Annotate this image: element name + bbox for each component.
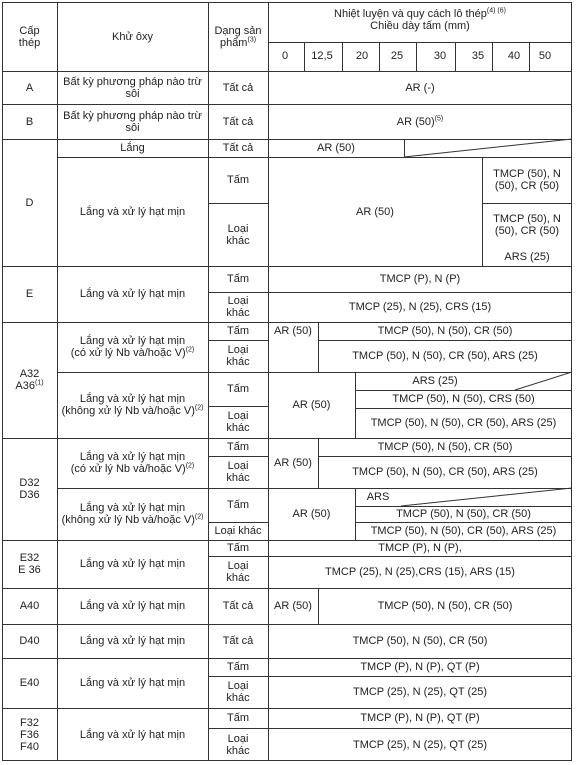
deox-B: Bất kỳ phương pháp nào trừ sôi (63, 109, 202, 134)
value-A: AR (-) (405, 81, 435, 94)
row-divider (2, 438, 572, 439)
row-divider (2, 104, 572, 105)
header-product-form: Dạng sản phẩm$^{(3)}$ (214, 24, 262, 49)
value-D32b-ar: AR (50) (292, 508, 331, 520)
subrow-divider (482, 203, 572, 204)
subrow-divider (355, 408, 572, 409)
header-divider (268, 42, 572, 43)
grade-E32-E36: E32 E 36 (18, 552, 41, 576)
table-border (2, 760, 572, 761)
column-divider (57, 2, 58, 761)
tick-divider (416, 42, 417, 71)
cell-divider (355, 372, 356, 438)
deox-E40: Lắng và xử lý hạt mịn (79, 677, 186, 689)
tick-divider (379, 42, 380, 71)
value-A32a-other: TMCP (50), N (50), CR (50), ARS (25) (352, 350, 538, 362)
tick-divider (304, 42, 305, 71)
deox-F: Lắng và xử lý hạt mịn (79, 728, 186, 741)
grade-A40: A40 (19, 600, 40, 612)
value-A32a-plate: TMCP (50), N (50), CR (50) (377, 325, 513, 337)
row-divider (2, 624, 572, 625)
form-plate: Tấm (227, 441, 249, 453)
deox-A32-nbv: Lắng và xử lý hạt mịn (có xử lý Nb và/hoặc V)$^{(2)}$ (70, 335, 195, 359)
subrow-divider (208, 292, 572, 293)
heat-treatment-table (2, 2, 572, 761)
table-border (2, 2, 3, 761)
thickness-tick: 20 (355, 50, 369, 62)
form-other: Loại khác (226, 295, 250, 319)
header-divider (2, 71, 572, 72)
diagonal-strike (515, 372, 572, 390)
grade-D32-D36: D32 D36 (19, 477, 40, 501)
thickness-tick: 25 (390, 50, 404, 62)
form-plate: Tấm (227, 273, 249, 285)
value-D40: TMCP (50), N (50), CR (50) (352, 635, 488, 647)
subrow-divider (355, 506, 572, 507)
value-A32b-ar: AR (50) (292, 399, 331, 411)
tick-divider (492, 42, 493, 71)
form-all: Tất cả (222, 600, 254, 612)
form-other: Loại khác (226, 680, 250, 704)
value-F-plate: TMCP (P), N (P), QT (P) (360, 712, 480, 724)
form-other: Loại khác (226, 222, 250, 247)
form-all: Tất cả (222, 115, 254, 128)
cell-divider (482, 157, 483, 266)
form-plate: Tấm (227, 383, 249, 395)
subrow-divider (208, 522, 268, 523)
form-other: Loại khác (226, 344, 250, 368)
grade-B: B (25, 115, 34, 128)
header-grade: Cấp thép (18, 24, 41, 49)
value-A40-rest: TMCP (50), N (50), CR (50) (377, 600, 513, 612)
form-other: Loại khác (226, 732, 250, 757)
value-E-plate: TMCP (P), N (P) (379, 273, 461, 285)
value-D32b-other: TMCP (50), N (50), CR (50), ARS (25) (370, 525, 557, 537)
form-plate: Tấm (227, 499, 249, 511)
value-A32b-other: TMCP (50), N (50), CR (50), ARS (25) (370, 417, 557, 429)
tick-divider (529, 42, 530, 71)
subrow-divider (57, 157, 572, 158)
form-plate: Tấm (227, 712, 249, 724)
value-E32-other: TMCP (25), N (25),CRS (15), ARS (15) (325, 566, 515, 578)
subrow-divider (318, 340, 572, 341)
cell-divider (318, 438, 319, 488)
value-A32a-ar: AR (50) (274, 325, 312, 337)
thickness-tick: 35 (471, 50, 485, 62)
deox-D40: Lắng và xử lý hạt mịn (79, 635, 186, 647)
subrow-divider (208, 676, 572, 677)
deox-D32-no-nbv: Lắng và xử lý hạt mịn (không xử lý Nb và/hoặc V)$^{(2)}$ (61, 502, 204, 526)
cell-divider (404, 139, 405, 157)
form-all: Tất cả (222, 142, 254, 154)
row-divider (2, 588, 572, 589)
thickness-tick: 30 (433, 50, 447, 62)
subrow-divider (355, 522, 572, 523)
deox-A: Bất kỳ phương pháp nào trừ sôi (63, 75, 202, 100)
row-divider (2, 139, 572, 140)
row-divider (2, 708, 572, 709)
form-other: Loại khác (214, 525, 262, 537)
deox-D-killed: Lắng (120, 142, 145, 154)
value-D32b-plate: TMCP (50), N (50), CR (50) (396, 508, 531, 520)
cell-divider (318, 588, 319, 624)
grade-A: A (25, 81, 34, 94)
deox-E32: Lắng và xử lý hạt mịn (79, 558, 186, 570)
value-D-plate: TMCP (50), N (50), CR (50) (493, 168, 561, 192)
row-divider (2, 266, 572, 267)
cell-divider (318, 322, 319, 372)
grade-E40: E40 (19, 677, 40, 689)
grade-F32-F36-F40: F32 F36 F40 (20, 716, 39, 753)
row-divider (2, 658, 572, 659)
value-B: AR $(50)^{(5)}$ (396, 114, 444, 128)
grade-D: D (25, 196, 34, 209)
subrow-divider (208, 203, 268, 204)
value-E32-plate: TMCP (P), N (P), (378, 542, 462, 554)
header-deoxidation: Khử ôxy (112, 30, 153, 43)
subrow-divider (318, 456, 572, 457)
row-divider (2, 540, 572, 541)
row-divider (2, 322, 572, 323)
column-divider (268, 2, 269, 761)
form-all: Tất cả (222, 635, 254, 647)
grade-A32-A36: A32 A36$^{(1)}$ (15, 368, 44, 392)
value-E40-plate: TMCP (P), N (P), QT (P) (360, 661, 480, 673)
form-plate: Tấm (227, 325, 249, 337)
form-all: Tất cả (222, 81, 254, 94)
table-border (2, 2, 572, 3)
subrow-divider (57, 372, 572, 373)
header-heat-treatment: Nhiệt luyện và quy cách lô thép$^{(4) (6)}$ Chiều dày tấm (mm) (334, 7, 506, 32)
value-F-other: TMCP (25), N (25), QT (25) (352, 738, 488, 751)
cell-divider (355, 488, 356, 540)
value-D-other: TMCP (50), N (50), CR (50) (493, 213, 561, 237)
grade-E: E (25, 288, 34, 300)
form-other: Loại khác (226, 460, 250, 484)
form-plate: Tấm (227, 542, 249, 554)
form-plate: Tấm (227, 661, 249, 673)
subrow-divider (355, 390, 572, 391)
deox-A40: Lắng và xử lý hạt mịn (79, 600, 186, 612)
column-divider (208, 2, 209, 761)
deox-A32-no-nbv: Lắng và xử lý hạt mịn (không xử lý Nb và/hoặc V)$^{(2)}$ (61, 393, 204, 417)
value-D32a-ar: AR (50) (274, 457, 312, 469)
deox-D-fine: Lắng và xử lý hạt mịn (79, 205, 186, 218)
deox-D32-nbv: Lắng và xử lý hạt mịn (có xử lý Nb và/hoặc V)$^{(2)}$ (70, 451, 195, 475)
tick-divider (342, 42, 343, 71)
deox-E: Lắng và xử lý hạt mịn (79, 288, 186, 300)
diagonal-strike (401, 488, 572, 506)
subrow-divider (208, 728, 572, 729)
subrow-divider (57, 488, 572, 489)
value-A40-ar: AR (50) (274, 600, 312, 612)
subrow-divider (208, 406, 268, 407)
thickness-tick: 12,5 (311, 50, 333, 62)
value-A32b-plate: TMCP (50), N (50), CRS (50) (392, 393, 535, 405)
subrow-divider (208, 340, 268, 341)
value-E-other: TMCP (25), N (25), CRS (15) (348, 301, 492, 313)
thickness-tick: 0 (281, 50, 289, 62)
value-D-killed: AR (50) (317, 142, 355, 154)
value-D32a-plate: TMCP (50), N (50), CR (50) (377, 441, 513, 453)
grade-D40: D40 (19, 635, 40, 647)
form-other: Loại khác (226, 410, 250, 434)
diagonal-strike (404, 139, 572, 157)
value-D-ar: AR (50) (356, 205, 394, 218)
subrow-divider (208, 556, 572, 557)
form-other: Loại khác (226, 560, 250, 584)
form-plate: Tấm (227, 174, 249, 186)
value-D-other-ars: ARS (25) (504, 250, 550, 263)
thickness-tick: 50 (538, 50, 552, 62)
table-border (571, 2, 572, 761)
value-A32b-ars: ARS (25) (412, 375, 458, 387)
value-D32b-ars: ARS (366, 491, 390, 503)
thickness-tick: 40 (507, 50, 521, 62)
value-E40-other: TMCP (25), N (25), QT (25) (352, 686, 488, 698)
value-D32a-other: TMCP (50), N (50), CR (50), ARS (25) (352, 466, 538, 478)
tick-divider (455, 42, 456, 71)
subrow-divider (208, 456, 268, 457)
